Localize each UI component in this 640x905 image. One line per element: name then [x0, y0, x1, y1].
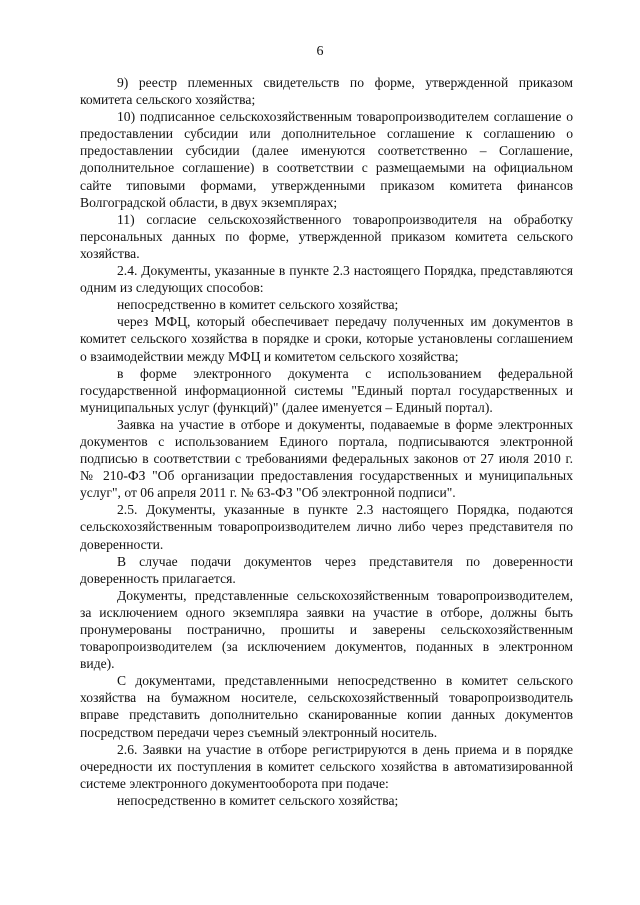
paragraph: в форме электронного документа с использованием федеральной государственной информационной системы "Единый портал государственных и муниципальных услуг (функций)" (далее именуется – Единый портал). [80, 365, 573, 415]
paragraph: С документами, представленными непосредственно в комитет сельского хозяйства на бумажном носителе, сельскохозяйственный товаропроизводитель вправе представить дополнительно сканированные копии данных документов посредством передачи через съемный электронный носитель. [80, 673, 573, 740]
paragraph: В случае подачи документов через представителя по доверенности доверенность прилагается. [80, 553, 573, 586]
paragraph: Заявка на участие в отборе и документы, подаваемые в форме электронных документов с использованием Единого портала, подписываются электронной подписью в соответствии с требованиями федеральных законов от 27 июля 2010 г. № 210-ФЗ "Об организации предоставления государственных и муниципальных услуг", от 06 апреля 2011 г. № 63-ФЗ "Об электронной подписи". [80, 416, 573, 501]
document-body [80, 74, 573, 809]
paragraph: 2.5. Документы, указанные в пункте 2.3 настоящего Порядка, подаются сельскохозяйственным товаропроизводителем лично либо через представителя по доверенности. [80, 502, 573, 552]
paragraph: 2.6. Заявки на участие в отборе регистрируются в день приема и в порядке очередности их поступления в комитет сельского хозяйства в автоматизированной системе электронного документооборота при подаче: [80, 741, 573, 791]
paragraph: 9) реестр племенных свидетельств по форме, утвержденной приказом комитета сельского хозяйства; [80, 75, 573, 108]
page-number: 6 [316, 44, 324, 59]
paragraph: через МФЦ, который обеспечивает передачу полученных им документов в комитет сельского хозяйства в порядке и сроки, которые установлены соглашением о взаимодействии между МФЦ и комитетом сельского хозяйства; [80, 314, 573, 364]
paragraph: непосредственно в комитет сельского хозяйства; [117, 297, 399, 313]
paragraph: непосредственно в комитет сельского хозяйства; [117, 792, 399, 808]
paragraph: 10) подписанное сельскохозяйственным товаропроизводителем соглашение о предоставлении субсидии или дополнительное соглашение к соглашению о предоставлении субсидии (далее именуются соответственно – Соглашение, дополнительное соглашение) в соответствии с размещаемыми на официальном сайте типовыми формами, утвержденными приказом комитета финансов Волгоградской области, в двух экземплярах; [80, 109, 573, 210]
paragraph: Документы, представленные сельскохозяйственным товаропроизводителем, за исключением одного экземпляра заявки на участие в отборе, должны быть пронумерованы постранично, прошиты и заверены сельскохозяйственным товаропроизводителем (за исключением документов, поданных в электронном виде). [80, 587, 573, 672]
paragraph: 11) согласие сельскохозяйственного товаропроизводителя на обработку персональных данных по форме, утвержденной приказом комитета сельского хозяйства. [80, 211, 573, 261]
paragraph: 2.4. Документы, указанные в пункте 2.3 настоящего Порядка, представляются одним из следующих способов: [80, 263, 573, 296]
